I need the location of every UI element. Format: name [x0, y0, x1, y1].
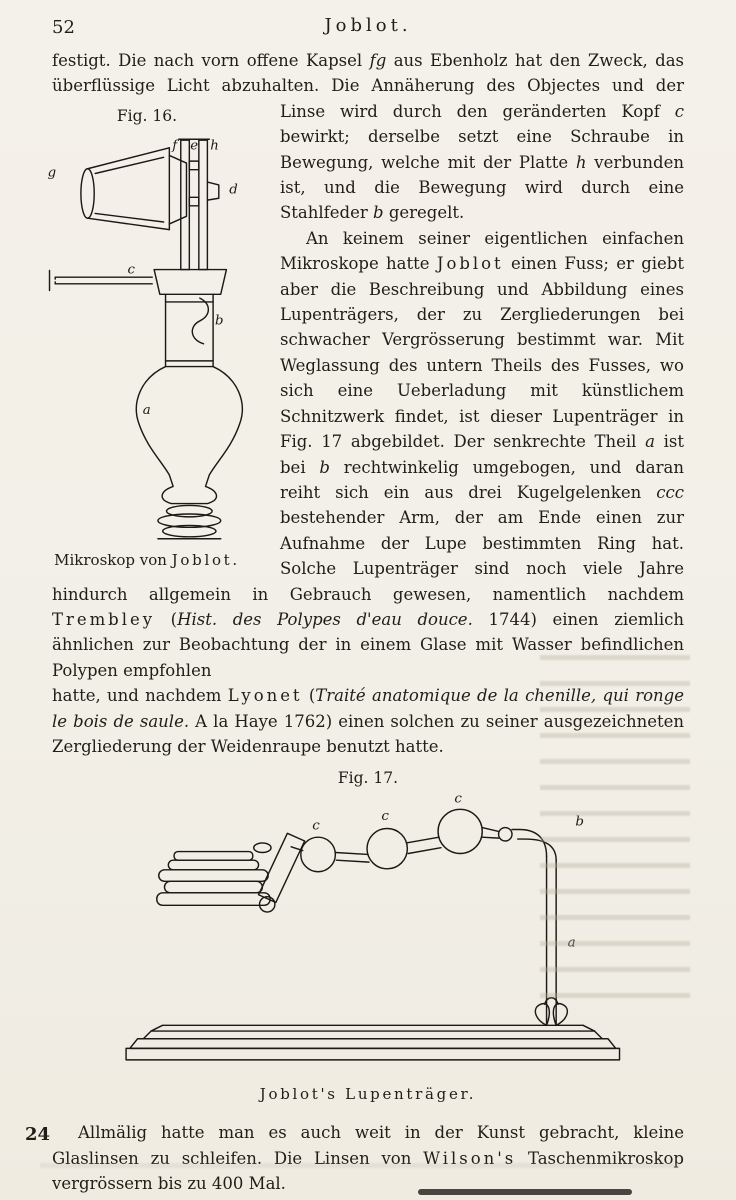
- fig16-part-label-c: c: [127, 262, 135, 278]
- figure-17: [52, 767, 684, 1106]
- fig16-part-label-f: f: [172, 138, 178, 154]
- fig16-part-label-e: e: [190, 138, 199, 154]
- figure-17-label: Fig. 17.: [337, 769, 399, 788]
- paragraph-column-2: An keinem seiner eigentlichen einfachen Mikroskope hatte Joblot einen Fuss; er giebt aber die Beschreibung und Abbildung eines Lupenträgers, der zu Zergliederungen bei schwacher Vergrösserung bestimmt war. Mit Weglassung des untern Theils des Fusses, wo sich eine Ueberladung mit künstlichem Schnitzwerk findet, ist dieser Lupenträger in Fig. 17 abgebildet. Der senkrechte Theil a ist bei b rechtwinkelig umgebogen, und daran reiht sich ein aus drei Kugelgelenken ccc bestehender Arm, der am Ende einen zur Aufnahme der Lupe bestimmten Ring hat. Solche Lupenträger sind noch viele Jahre hindurch allgemein in Gebrauch gewesen, namentlich nachdem Trembley (Hist. des Polypes d'eau douce. 1744) einen ziemlich ähnlichen zur Beobachtung der in einem Glase mit Wasser befindlichen Polypen empfohlen: [52, 228, 685, 680]
- paragraph-column-1: Linse wird durch den geränderten Kopf c bewirkt; derselbe setzt eine Schraube in Bewegung, welche mit der Platte h verbunden ist, und die Bewegung wird durch eine Stahlfeder b geregelt.: [280, 101, 684, 223]
- fig17-part-label-c1: c: [312, 818, 320, 834]
- fig16-part-label-g: g: [47, 165, 57, 181]
- fig17-part-label-c2: c: [381, 809, 389, 825]
- lens-stand-line-art: [126, 810, 619, 1061]
- page-header: [52, 12, 684, 40]
- figure-16-label: Fig. 16.: [116, 106, 178, 125]
- page-number: 52: [52, 17, 75, 38]
- paragraph-intro: festigt. Die nach vorn offene Kapsel fg aus Ebenholz hat den Zweck, das überflüssige Licht abzuhalten. Die Annäherung des Objectes und der: [52, 51, 684, 96]
- fig16-part-label-d: d: [229, 182, 238, 198]
- figure-16-caption: Mikroskop von Joblot.: [54, 550, 240, 569]
- fig16-part-label-a: a: [142, 402, 151, 418]
- paragraph-bottom: Allmälig hatte man es auch weit in der Kunst gebracht, kleine Glaslinsen zu schleifen. Die Linsen von Wilson's Taschenmikroskop vergrössern bis zu 400 Mal.: [52, 1123, 684, 1194]
- figure-17-drawing-lens-stand: [92, 793, 644, 1081]
- fig17-part-label-b: b: [575, 814, 584, 830]
- fig16-part-label-h: h: [210, 138, 219, 154]
- figure-16: [28, 103, 266, 572]
- text-figure-flow: [47, 99, 685, 760]
- figure-16-drawing-microscope: [40, 131, 254, 547]
- microscope-line-art: [47, 139, 243, 538]
- figure-17-caption: Joblot's Lupenträger.: [259, 1085, 477, 1104]
- paragraph-continuation: hatte, und nachdem Lyonet (Traité anatomique de la chenille, qui ronge le bois de saule. A la Haye 1762) einen solchen zu seiner ausgezeichneten Zergliederung der Weidenraupe benutzt hatte.: [52, 686, 685, 756]
- running-header: Joblot.: [324, 15, 412, 36]
- fig16-part-label-b: b: [215, 313, 224, 329]
- section-24: [25, 1120, 684, 1196]
- margin-section-number: 24: [25, 1124, 51, 1146]
- fig17-part-label-c3: c: [454, 793, 462, 807]
- fig17-part-label-a: a: [567, 935, 576, 951]
- scan-edge-artifact: [418, 1189, 632, 1195]
